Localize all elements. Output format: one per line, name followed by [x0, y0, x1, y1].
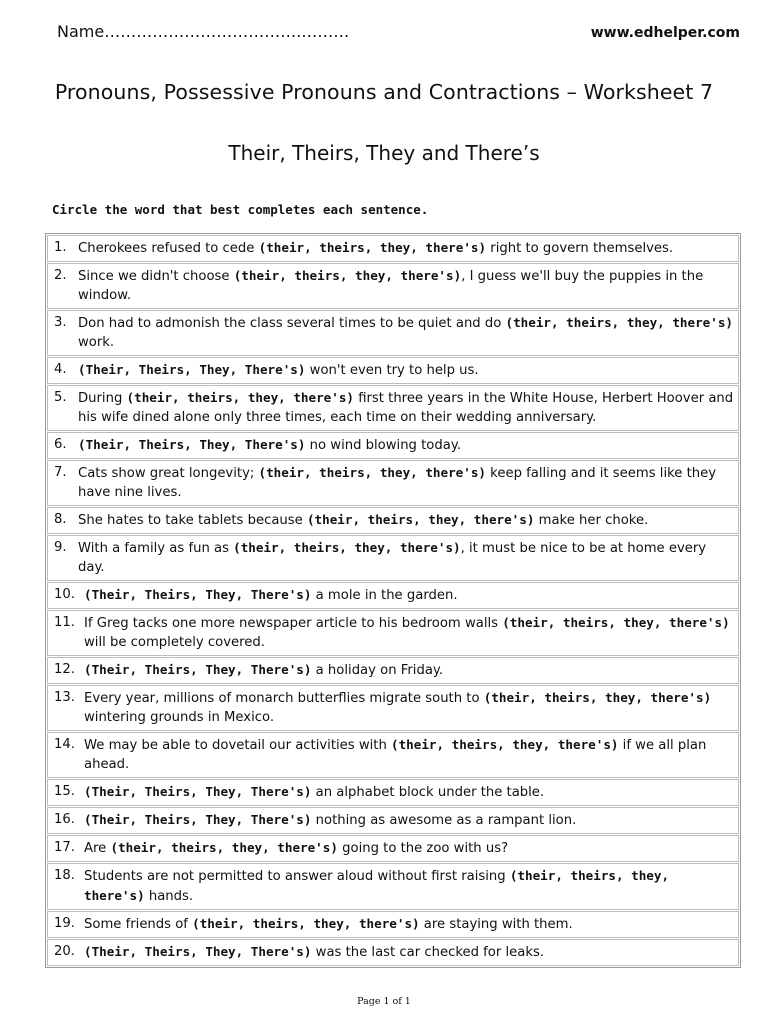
- page-number: Page 1 of 1: [357, 996, 411, 1007]
- question-text: [84, 735, 734, 774]
- question-row: [47, 535, 739, 581]
- sentence-start: We may be able to dovetail our activities with: [84, 738, 392, 753]
- question-number: 10.: [54, 587, 75, 602]
- sentence-start: Every year, millions of monarch butterflies migrate south to: [84, 691, 484, 706]
- question-text: [84, 866, 734, 906]
- word-choices[interactable]: (Their, Theirs, They, There's): [84, 944, 312, 959]
- word-choices[interactable]: (their, theirs, they, there's): [233, 268, 462, 283]
- question-text: [78, 313, 734, 352]
- question-row: [47, 939, 739, 966]
- question-number: 18.: [54, 868, 75, 883]
- question-row: [47, 779, 739, 806]
- question-text: [84, 838, 734, 858]
- question-row: [47, 432, 739, 459]
- question-text: [84, 660, 734, 680]
- question-row: [47, 507, 739, 534]
- sentence-end: was the last car checked for leaks.: [311, 945, 545, 960]
- sentence-end: , it must be nice to be at home every day.: [78, 541, 707, 575]
- question-number: 3.: [54, 315, 67, 330]
- question-row: [47, 385, 739, 431]
- word-choices[interactable]: (Their, Theirs, They, There's): [84, 662, 312, 677]
- question-number: 9.: [54, 540, 67, 555]
- question-number: 6.: [54, 437, 67, 452]
- word-choices[interactable]: (Their, Theirs, They, There's): [84, 587, 312, 602]
- question-number: 7.: [54, 465, 67, 480]
- sentence-start: She hates to take tablets because: [78, 513, 307, 528]
- word-choices[interactable]: (their, theirs, they, there's): [84, 868, 670, 903]
- instructions: Circle the word that best completes each sentence.: [52, 202, 429, 217]
- sentence-end: won't even try to help us.: [305, 363, 479, 378]
- sentence-end: work.: [78, 335, 115, 350]
- question-text: [84, 585, 734, 605]
- question-row: [47, 235, 739, 262]
- word-choices[interactable]: (their, theirs, they, there's): [110, 840, 338, 855]
- sentence-start: If Greg tacks one more newspaper article to his bedroom walls: [84, 616, 503, 631]
- name-label: Name……………………………….………: [57, 22, 350, 41]
- question-row: [47, 357, 739, 384]
- question-number: 11.: [54, 615, 75, 630]
- question-text: [84, 914, 734, 934]
- question-number: 2.: [54, 268, 67, 283]
- question-row: [47, 582, 739, 609]
- question-number: 14.: [54, 737, 75, 752]
- word-choices[interactable]: (their, theirs, they, there's): [233, 540, 461, 555]
- word-choices[interactable]: (Their, Theirs, They, There's): [78, 362, 306, 377]
- sentence-start: Cherokees refused to cede: [78, 241, 259, 256]
- question-row: [47, 732, 739, 778]
- question-text: [84, 810, 734, 830]
- word-choices[interactable]: (their, theirs, they, there's): [502, 615, 730, 630]
- sentence-end: going to the zoo with us?: [337, 841, 509, 856]
- word-choices[interactable]: (their, theirs, they, there's): [505, 315, 733, 330]
- question-text: [84, 942, 734, 962]
- sentence-end: a holiday on Friday.: [311, 663, 444, 678]
- question-row: [47, 807, 739, 834]
- sentence-start: Don had to admonish the class several times to be quiet and do: [78, 316, 506, 331]
- question-row: [47, 263, 739, 309]
- sentence-start: Students are not permitted to answer aloud without first raising: [84, 869, 510, 884]
- sentence-start: Since we didn't choose: [78, 269, 234, 284]
- sentence-end: hands.: [144, 889, 194, 904]
- question-row: [47, 911, 739, 938]
- word-choices[interactable]: (their, theirs, they, there's): [258, 240, 487, 255]
- question-number: 16.: [54, 812, 75, 827]
- question-text: [78, 238, 734, 258]
- sentence-end: keep falling and it seems like they have nine lives.: [78, 466, 717, 500]
- question-text: [84, 782, 734, 802]
- page-header: [57, 22, 740, 41]
- question-text: [84, 613, 734, 652]
- sentence-end: if we all plan ahead.: [84, 738, 707, 772]
- word-choices[interactable]: (their, theirs, they, there's): [126, 390, 354, 405]
- question-table: [45, 233, 741, 968]
- sentence-end: first three years in the White House, Herbert Hoover and his wife dined alone only three times, each time on their wedding anniversary.: [78, 391, 734, 425]
- sentence-end: a mole in the garden.: [311, 588, 458, 603]
- question-row: [47, 863, 739, 910]
- word-choices[interactable]: (their, theirs, they, there's): [192, 916, 420, 931]
- question-row: [47, 685, 739, 731]
- question-number: 8.: [54, 512, 67, 527]
- question-text: [78, 463, 734, 502]
- sentence-start: Some friends of: [84, 917, 193, 932]
- question-number: 13.: [54, 690, 75, 705]
- sentence-start: During: [78, 391, 127, 406]
- word-choices[interactable]: (their, theirs, they, there's): [306, 512, 535, 527]
- sentence-end: make her choke.: [534, 513, 649, 528]
- sentence-end: no wind blowing today.: [305, 438, 461, 453]
- sentence-end: , I guess we'll buy the puppies in the window.: [78, 269, 704, 303]
- question-number: 5.: [54, 390, 67, 405]
- worksheet-title: Pronouns, Possessive Pronouns and Contractions – Worksheet 7: [54, 80, 714, 104]
- sentence-end: an alphabet block under the table.: [311, 785, 545, 800]
- word-choices[interactable]: (Their, Theirs, They, There's): [84, 784, 312, 799]
- question-row: [47, 310, 739, 356]
- word-choices[interactable]: (their, theirs, they, there's): [483, 690, 712, 705]
- question-text: [78, 266, 734, 305]
- question-text: [78, 435, 734, 455]
- sentence-end: are staying with them.: [419, 917, 573, 932]
- question-row: [47, 610, 739, 656]
- question-number: 19.: [54, 916, 75, 931]
- question-number: 1.: [54, 240, 67, 255]
- word-choices[interactable]: (Their, Theirs, They, There's): [78, 437, 306, 452]
- question-row: [47, 657, 739, 684]
- sentence-start: Cats show great longevity;: [78, 466, 259, 481]
- sentence-start: Are: [84, 841, 111, 856]
- sentence-start: With a family as fun as: [78, 541, 234, 556]
- question-number: 12.: [54, 662, 75, 677]
- question-row: [47, 835, 739, 862]
- question-text: [78, 538, 734, 577]
- word-choices[interactable]: (their, theirs, they, there's): [391, 737, 619, 752]
- sentence-end: right to govern themselves.: [486, 241, 674, 256]
- question-text: [78, 388, 734, 427]
- question-number: 15.: [54, 784, 75, 799]
- question-number: 4.: [54, 362, 67, 377]
- sentence-end: will be completely covered.: [84, 635, 265, 650]
- question-text: [78, 510, 734, 530]
- sentence-end: nothing as awesome as a rampant lion.: [311, 813, 577, 828]
- question-text: [78, 360, 734, 380]
- question-number: 20.: [54, 944, 75, 959]
- site-url: www.edhelper.com: [590, 25, 740, 41]
- word-choices[interactable]: (their, theirs, they, there's): [258, 465, 486, 480]
- worksheet-subtitle: Their, Theirs, They and There’s: [228, 141, 540, 165]
- word-choices[interactable]: (Their, Theirs, They, There's): [84, 812, 312, 827]
- sentence-end: wintering grounds in Mexico.: [84, 710, 275, 725]
- question-number: 17.: [54, 840, 75, 855]
- question-text: [84, 688, 734, 727]
- question-row: [47, 460, 739, 506]
